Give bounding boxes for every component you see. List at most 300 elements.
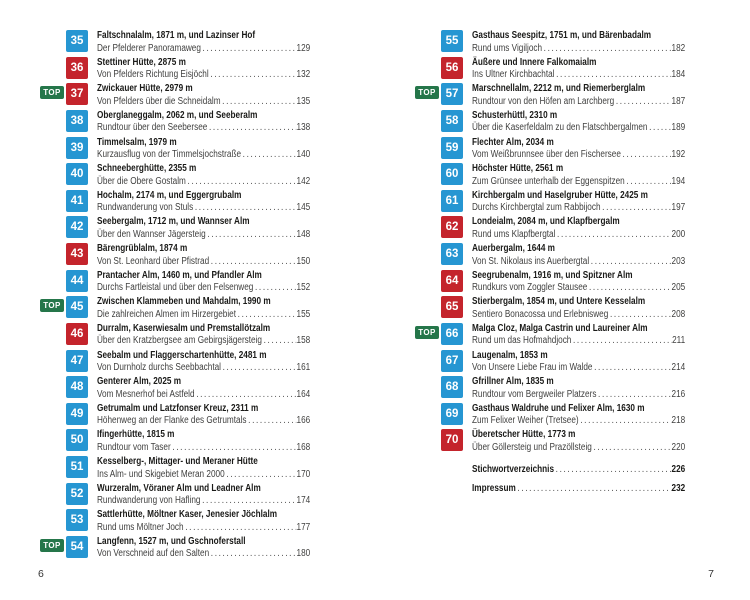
toc-entry bbox=[66, 216, 356, 243]
tour-subtitle-row bbox=[472, 389, 685, 402]
tour-subtitle-row bbox=[472, 43, 685, 56]
tour-subtitle: Rundwanderung von Hafling bbox=[97, 495, 201, 507]
page-reference: 155 bbox=[296, 308, 311, 320]
dot-leader bbox=[621, 149, 672, 162]
entry-text bbox=[97, 296, 310, 321]
entry-text bbox=[97, 216, 310, 241]
dot-leader bbox=[201, 43, 297, 56]
tour-subtitle-row bbox=[97, 282, 310, 295]
top-tour-badge: TOP bbox=[40, 299, 64, 312]
top-tour-badge: TOP bbox=[40, 539, 64, 552]
tour-subtitle-row bbox=[97, 389, 310, 402]
toc-entry bbox=[441, 350, 731, 377]
tour-number-badge: 59 bbox=[441, 137, 463, 159]
tour-number-badge: 69 bbox=[441, 403, 463, 425]
entry-text bbox=[472, 270, 685, 295]
tour-subtitle-row bbox=[472, 442, 685, 455]
page-reference: 226 bbox=[671, 464, 686, 475]
tour-title: Schusterhüttl, 2310 m bbox=[472, 109, 558, 121]
tour-subtitle: Rund ums Vigiljoch bbox=[472, 42, 543, 54]
tour-title: Stierbergalm, 1854 m, und Untere Kesselalm bbox=[472, 296, 646, 308]
toc-entry bbox=[66, 350, 356, 377]
tour-number-badge: 51 bbox=[66, 456, 88, 478]
entry-text bbox=[97, 57, 310, 82]
tour-number-badge: 53 bbox=[66, 509, 88, 531]
tour-subtitle: Von Unsere Liebe Frau im Walde bbox=[472, 362, 593, 374]
tour-subtitle-row bbox=[97, 415, 310, 428]
tour-subtitle-row bbox=[472, 176, 685, 189]
tour-title: Überetscher Hütte, 1773 m bbox=[472, 429, 576, 441]
page-reference: 232 bbox=[671, 482, 686, 494]
toc-entry bbox=[66, 57, 356, 84]
entry-text bbox=[97, 376, 310, 401]
toc-entry bbox=[441, 270, 731, 297]
tour-subtitle: Rund ums Klapfbergtal bbox=[472, 228, 556, 240]
tour-title: Kesselberg-, Mittager- und Meraner Hütte bbox=[97, 456, 258, 467]
tour-subtitle: Die zahlreichen Almen im Hirzergebiet bbox=[97, 308, 237, 320]
dot-leader bbox=[209, 256, 296, 269]
tour-subtitle-row bbox=[97, 229, 310, 242]
toc-entry bbox=[66, 137, 356, 164]
entry-text bbox=[472, 323, 685, 348]
tour-subtitle: Rundtour über den Seebersee bbox=[97, 122, 208, 134]
toc-entry bbox=[43, 83, 356, 110]
toc-entry bbox=[441, 296, 731, 323]
tour-subtitle: Rundtour von den Höfen am Larchberg bbox=[472, 95, 615, 107]
page-reference: 182 bbox=[671, 42, 686, 54]
page-reference: 145 bbox=[296, 202, 311, 214]
tour-title: Gasthaus Seespitz, 1751 m, und Bärenbadalm bbox=[472, 30, 652, 41]
tour-number-badge: 63 bbox=[441, 243, 463, 265]
dot-leader bbox=[592, 362, 671, 375]
page-reference: 148 bbox=[296, 228, 311, 240]
dot-leader bbox=[206, 229, 297, 242]
dot-leader bbox=[579, 415, 672, 428]
toc-entry bbox=[66, 429, 356, 456]
tour-number-badge: 70 bbox=[441, 429, 463, 451]
tour-subtitle: Über die Obere Gostalm bbox=[97, 175, 186, 187]
toc-entry bbox=[441, 429, 731, 456]
tour-subtitle-row bbox=[97, 149, 310, 162]
tour-subtitle-row bbox=[97, 469, 310, 482]
page-reference: 150 bbox=[296, 255, 311, 267]
toc-entry bbox=[66, 456, 356, 483]
toc-entry bbox=[66, 30, 356, 57]
top-tour-badge: TOP bbox=[415, 326, 439, 339]
dot-leader bbox=[647, 122, 671, 135]
tour-number-badge: 47 bbox=[66, 350, 88, 372]
tour-title: Getrumalm und Latzfonser Kreuz, 2311 m bbox=[97, 402, 259, 414]
tour-title: Gasthaus Waldruhe und Felixer Alm, 1630 m bbox=[472, 402, 645, 414]
page-reference: 192 bbox=[671, 149, 686, 161]
tour-title: Londeialm, 2084 m, und Klapfbergalm bbox=[472, 216, 620, 228]
dot-leader bbox=[171, 442, 297, 455]
entry-text bbox=[472, 137, 685, 162]
tour-number-badge: 38 bbox=[66, 110, 88, 132]
toc-entry bbox=[441, 57, 731, 84]
tour-number-badge: 49 bbox=[66, 403, 88, 425]
entry-text bbox=[97, 163, 310, 188]
entry-text bbox=[472, 376, 685, 401]
extra-title: Stichwortverzeichnis bbox=[472, 464, 555, 475]
page-reference: 214 bbox=[671, 362, 686, 374]
tour-number-badge: 43 bbox=[66, 243, 88, 265]
tour-title: Laugenalm, 1853 m bbox=[472, 349, 548, 361]
tour-number-badge: 50 bbox=[66, 429, 88, 451]
tour-subtitle-row bbox=[97, 202, 310, 215]
tour-number-badge: 39 bbox=[66, 137, 88, 159]
tour-title: Ifingerhütte, 1815 m bbox=[97, 429, 175, 441]
toc-list-right bbox=[418, 30, 731, 456]
tour-subtitle-row bbox=[472, 362, 685, 375]
tour-subtitle: Rund um das Hofmahdjoch bbox=[472, 335, 572, 347]
tour-subtitle: Über den Kratzbergsee am Gebirgsjägersteig bbox=[97, 335, 262, 347]
tour-title: Faltschnalalm, 1871 m, und Lazinser Hof bbox=[97, 30, 256, 41]
tour-subtitle-row bbox=[472, 96, 685, 109]
toc-entry bbox=[418, 322, 731, 350]
tour-subtitle: Kurzausflug von der Timmelsjochstraße bbox=[97, 149, 242, 161]
dot-leader bbox=[195, 389, 297, 402]
page-reference: 142 bbox=[296, 175, 311, 187]
tour-subtitle: Von Verschneid auf den Salten bbox=[97, 548, 210, 560]
toc-entry bbox=[441, 163, 731, 190]
dot-leader bbox=[554, 69, 671, 82]
toc-entry bbox=[418, 83, 731, 110]
tour-subtitle: Ins Ultner Kirchbachtal bbox=[472, 69, 555, 81]
tour-number-badge: 48 bbox=[66, 376, 88, 398]
entry-text bbox=[97, 350, 310, 375]
tour-number-badge: 46 bbox=[66, 323, 88, 345]
tour-number-badge: 68 bbox=[441, 376, 463, 398]
dot-leader bbox=[236, 309, 297, 322]
dot-leader bbox=[209, 69, 297, 82]
toc-entry bbox=[441, 216, 731, 243]
toc-entry bbox=[441, 376, 731, 403]
dot-leader bbox=[571, 335, 672, 348]
tour-subtitle-row bbox=[97, 442, 310, 455]
tour-subtitle: Vom Weißbrunnsee über den Fischersee bbox=[472, 149, 621, 161]
tour-title: Hochalm, 2174 m, und Eggergrubalm bbox=[97, 189, 242, 201]
toc-entry bbox=[66, 163, 356, 190]
toc-entry bbox=[441, 137, 731, 164]
tour-title: Schneeberghütte, 2355 m bbox=[97, 163, 197, 175]
page-reference: 140 bbox=[296, 149, 311, 161]
page-reference: 132 bbox=[296, 69, 311, 81]
entry-text bbox=[97, 456, 310, 481]
tour-title: Prantacher Alm, 1460 m, und Pfandler Alm bbox=[97, 269, 262, 281]
top-tour-badge: TOP bbox=[40, 86, 64, 99]
tour-subtitle: Sentiero Bonacossa und Erlebnisweg bbox=[472, 308, 609, 320]
tour-subtitle-row bbox=[472, 149, 685, 162]
toc-entry bbox=[441, 110, 731, 137]
tour-number-badge: 40 bbox=[66, 163, 88, 185]
tour-number-badge: 52 bbox=[66, 483, 88, 505]
dot-leader bbox=[262, 335, 297, 348]
tour-number-badge: 37 bbox=[66, 83, 88, 105]
toc-entry bbox=[441, 190, 731, 217]
dot-leader bbox=[542, 43, 671, 56]
dot-leader bbox=[554, 461, 671, 480]
tour-title: Auerbergalm, 1644 m bbox=[472, 243, 555, 254]
tour-number-badge: 62 bbox=[441, 216, 463, 238]
tour-subtitle: Der Pfelderer Panoramaweg bbox=[97, 42, 201, 54]
tour-title: Zwischen Klammeben und Mahdalm, 1990 m bbox=[97, 296, 271, 308]
page-reference: 180 bbox=[296, 548, 311, 560]
entry-text bbox=[472, 57, 685, 82]
entry-text bbox=[472, 296, 685, 321]
tour-number-badge: 42 bbox=[66, 216, 88, 238]
tour-subtitle: Rund ums Möltner Joch bbox=[97, 521, 184, 533]
tour-subtitle: Zum Grünsee unterhalb der Eggenspitzen bbox=[472, 175, 625, 187]
entry-text bbox=[97, 509, 310, 534]
tour-title: Langfenn, 1527 m, und Gschnoferstall bbox=[97, 535, 246, 547]
tour-subtitle-row bbox=[97, 495, 310, 508]
tour-subtitle-row bbox=[97, 362, 310, 375]
tour-subtitle-row bbox=[97, 548, 310, 561]
page-reference: 166 bbox=[296, 415, 311, 427]
toc-page-right bbox=[375, 0, 750, 600]
entry-text bbox=[97, 403, 310, 428]
tour-subtitle: Rundkurs vom Zoggler Stausee bbox=[472, 282, 588, 294]
toc-extra-row bbox=[472, 461, 685, 480]
tour-number-badge: 60 bbox=[441, 163, 463, 185]
entry-text bbox=[97, 243, 310, 268]
entry-text bbox=[97, 110, 310, 135]
toc-entry bbox=[43, 535, 356, 563]
tour-subtitle: Höhenweg an der Flanke des Getrumtals bbox=[97, 415, 247, 427]
entry-text bbox=[97, 270, 310, 295]
page-reference: 164 bbox=[296, 388, 311, 400]
tour-subtitle-row bbox=[472, 415, 685, 428]
page-reference: 187 bbox=[671, 95, 686, 107]
page-reference: 218 bbox=[671, 415, 686, 427]
tour-subtitle-row bbox=[472, 122, 685, 135]
dot-leader bbox=[587, 282, 671, 295]
toc-extras bbox=[472, 461, 685, 498]
tour-number-badge: 64 bbox=[441, 270, 463, 292]
page-number-right: 7 bbox=[708, 568, 714, 580]
tour-subtitle-row bbox=[97, 522, 310, 535]
tour-subtitle: Rundtour vom Bergweiler Platzers bbox=[472, 388, 597, 400]
tour-number-badge: 54 bbox=[66, 536, 88, 558]
tour-number-badge: 45 bbox=[66, 296, 88, 318]
entry-text bbox=[97, 137, 310, 162]
entry-text bbox=[97, 190, 310, 215]
tour-subtitle: Von St. Nikolaus ins Auerbergtal bbox=[472, 255, 590, 267]
page-reference: 152 bbox=[296, 282, 311, 294]
tour-title: Seebalm und Flaggerschartenhütte, 2481 m bbox=[97, 349, 267, 361]
tour-title: Gfrillner Alm, 1835 m bbox=[472, 376, 554, 388]
top-tour-badge: TOP bbox=[415, 86, 439, 99]
toc-entry bbox=[66, 270, 356, 297]
dot-leader bbox=[184, 522, 297, 535]
dot-leader bbox=[200, 495, 296, 508]
dot-leader bbox=[247, 415, 297, 428]
dot-leader bbox=[186, 176, 297, 189]
tour-title: Sattlerhütte, Möltner Kaser, Jenesier Jöchlalm bbox=[97, 509, 278, 521]
tour-title: Äußere und Innere Falkomaialm bbox=[472, 56, 597, 68]
dot-leader bbox=[207, 122, 296, 135]
tour-subtitle-row bbox=[472, 335, 685, 348]
entry-text bbox=[472, 190, 685, 215]
dot-leader bbox=[596, 389, 671, 402]
toc-entry bbox=[441, 243, 731, 270]
tour-number-badge: 36 bbox=[66, 57, 88, 79]
entry-text bbox=[97, 323, 310, 348]
tour-subtitle-row bbox=[472, 309, 685, 322]
page-reference: 170 bbox=[296, 468, 311, 480]
dot-leader bbox=[592, 442, 672, 455]
toc-entry bbox=[43, 296, 356, 323]
page-reference: 203 bbox=[671, 255, 686, 267]
page-reference: 194 bbox=[671, 175, 686, 187]
toc-entry bbox=[66, 110, 356, 137]
page-reference: 129 bbox=[296, 42, 311, 54]
tour-subtitle: Über den Wannser Jägersteig bbox=[97, 228, 206, 240]
tour-subtitle-row bbox=[97, 43, 310, 56]
page-reference: 216 bbox=[671, 388, 686, 400]
page-reference: 158 bbox=[296, 335, 311, 347]
toc-extra-row bbox=[472, 480, 685, 499]
tour-subtitle: Von Durnholz durchs Seebbachtal bbox=[97, 362, 221, 374]
tour-subtitle-row bbox=[97, 176, 310, 189]
toc-entry bbox=[441, 403, 731, 430]
tour-title: Marschnellalm, 2212 m, und Riemerberglalm bbox=[472, 83, 646, 95]
tour-title: Durralm, Kaserwiesalm und Premstallötzalm bbox=[97, 322, 271, 334]
page-reference: 197 bbox=[671, 202, 686, 214]
toc-entry bbox=[66, 323, 356, 350]
tour-number-badge: 61 bbox=[441, 190, 463, 212]
tour-number-badge: 56 bbox=[441, 57, 463, 79]
dot-leader bbox=[614, 96, 671, 109]
tour-subtitle-row bbox=[472, 229, 685, 242]
dot-leader bbox=[601, 202, 672, 215]
tour-title: Höchster Hütte, 2561 m bbox=[472, 163, 564, 175]
page-reference: 161 bbox=[296, 362, 311, 374]
dot-leader bbox=[625, 176, 672, 189]
extra-title: Impressum bbox=[472, 482, 516, 494]
tour-number-badge: 41 bbox=[66, 190, 88, 212]
page-reference: 184 bbox=[671, 69, 686, 81]
page-reference: 177 bbox=[296, 521, 311, 533]
tour-number-badge: 57 bbox=[441, 83, 463, 105]
page-reference: 174 bbox=[296, 495, 311, 507]
entry-text bbox=[472, 163, 685, 188]
entry-text bbox=[472, 83, 685, 108]
entry-text bbox=[472, 216, 685, 241]
entry-text bbox=[472, 243, 685, 268]
page-reference: 211 bbox=[672, 335, 686, 347]
tour-subtitle: Zum Felixer Weiher (Tretsee) bbox=[472, 415, 579, 427]
tour-title: Kirchbergalm und Haselgruber Hütte, 2425 m bbox=[472, 189, 648, 201]
entry-text bbox=[472, 429, 685, 454]
tour-title: Genterer Alm, 2025 m bbox=[97, 376, 182, 388]
tour-subtitle-row bbox=[97, 335, 310, 348]
entry-text bbox=[472, 30, 685, 55]
dot-leader bbox=[209, 548, 296, 561]
entry-text bbox=[97, 83, 310, 108]
page-reference: 135 bbox=[296, 95, 311, 107]
tour-number-badge: 67 bbox=[441, 350, 463, 372]
tour-title: Seebergalm, 1712 m, und Wannser Alm bbox=[97, 216, 250, 228]
tour-subtitle: Vom Mesnerhof bei Astfeld bbox=[97, 388, 195, 400]
dot-leader bbox=[608, 309, 671, 322]
tour-subtitle: Von Pfelders über die Schneidalm bbox=[97, 95, 221, 107]
tour-number-badge: 65 bbox=[441, 296, 463, 318]
tour-subtitle: Rundwanderung von Stuls bbox=[97, 202, 194, 214]
dot-leader bbox=[221, 96, 297, 109]
tour-subtitle: Rundtour vom Taser bbox=[97, 441, 171, 453]
entry-text bbox=[97, 536, 310, 561]
tour-subtitle-row bbox=[97, 256, 310, 269]
tour-subtitle: Von St. Leonhard über Pfistrad bbox=[97, 255, 210, 267]
tour-subtitle: Durchs Fartleistal und über den Felsenweg bbox=[97, 282, 254, 294]
dot-leader bbox=[253, 282, 296, 295]
page-reference: 200 bbox=[671, 228, 686, 240]
tour-number-badge: 35 bbox=[66, 30, 88, 52]
tour-subtitle: Durchs Kirchbergtal zum Rabbijoch bbox=[472, 202, 601, 214]
tour-subtitle: Über die Kaserfeldalm zu den Flatschbergalmen bbox=[472, 122, 648, 134]
tour-title: Wurzeralm, Vöraner Alm und Leadner Alm bbox=[97, 482, 261, 494]
dot-leader bbox=[241, 149, 297, 162]
page-number-left: 6 bbox=[38, 568, 44, 580]
tour-subtitle-row bbox=[472, 202, 685, 215]
tour-title: Malga Cloz, Malga Castrin und Laureiner Alm bbox=[472, 322, 648, 334]
dot-leader bbox=[225, 469, 297, 482]
tour-subtitle: Über Göllersteig und Prazöllsteig bbox=[472, 441, 592, 453]
tour-title: Seegrubenalm, 1916 m, und Spitzner Alm bbox=[472, 269, 633, 281]
tour-subtitle: Ins Alm- und Skigebiet Meran 2000 bbox=[97, 468, 225, 480]
tour-subtitle-row bbox=[97, 309, 310, 322]
toc-entry bbox=[66, 243, 356, 270]
page-reference: 168 bbox=[296, 441, 311, 453]
tour-subtitle-row bbox=[472, 256, 685, 269]
entry-text bbox=[472, 403, 685, 428]
toc-entry bbox=[66, 376, 356, 403]
entry-text bbox=[97, 429, 310, 454]
tour-title: Timmelsalm, 1979 m bbox=[97, 136, 177, 148]
tour-subtitle-row bbox=[472, 69, 685, 82]
tour-subtitle-row bbox=[97, 122, 310, 135]
tour-subtitle-row bbox=[97, 69, 310, 82]
entry-text bbox=[97, 30, 310, 55]
toc-entry bbox=[66, 190, 356, 217]
entry-text bbox=[97, 483, 310, 508]
tour-subtitle-row bbox=[472, 282, 685, 295]
entry-text bbox=[472, 350, 685, 375]
tour-title: Oberglaneggalm, 2062 m, und Seeberalm bbox=[97, 109, 258, 121]
tour-title: Stettiner Hütte, 2875 m bbox=[97, 56, 186, 68]
entry-text bbox=[472, 110, 685, 135]
dot-leader bbox=[516, 480, 672, 499]
tour-title: Flechter Alm, 2034 m bbox=[472, 136, 554, 148]
toc-list-left bbox=[43, 30, 356, 563]
tour-number-badge: 66 bbox=[441, 323, 463, 345]
tour-title: Bärengrüblalm, 1874 m bbox=[97, 243, 188, 254]
toc-entry bbox=[66, 509, 356, 536]
page-reference: 208 bbox=[671, 308, 686, 320]
tour-title: Zwickauer Hütte, 2979 m bbox=[97, 83, 193, 95]
tour-subtitle-row bbox=[97, 96, 310, 109]
toc-entry bbox=[66, 483, 356, 510]
page-reference: 220 bbox=[671, 441, 686, 453]
tour-number-badge: 58 bbox=[441, 110, 463, 132]
page-reference: 189 bbox=[671, 122, 686, 134]
page-reference: 205 bbox=[671, 282, 686, 294]
dot-leader bbox=[555, 229, 671, 242]
toc-entry bbox=[66, 403, 356, 430]
tour-number-badge: 44 bbox=[66, 270, 88, 292]
